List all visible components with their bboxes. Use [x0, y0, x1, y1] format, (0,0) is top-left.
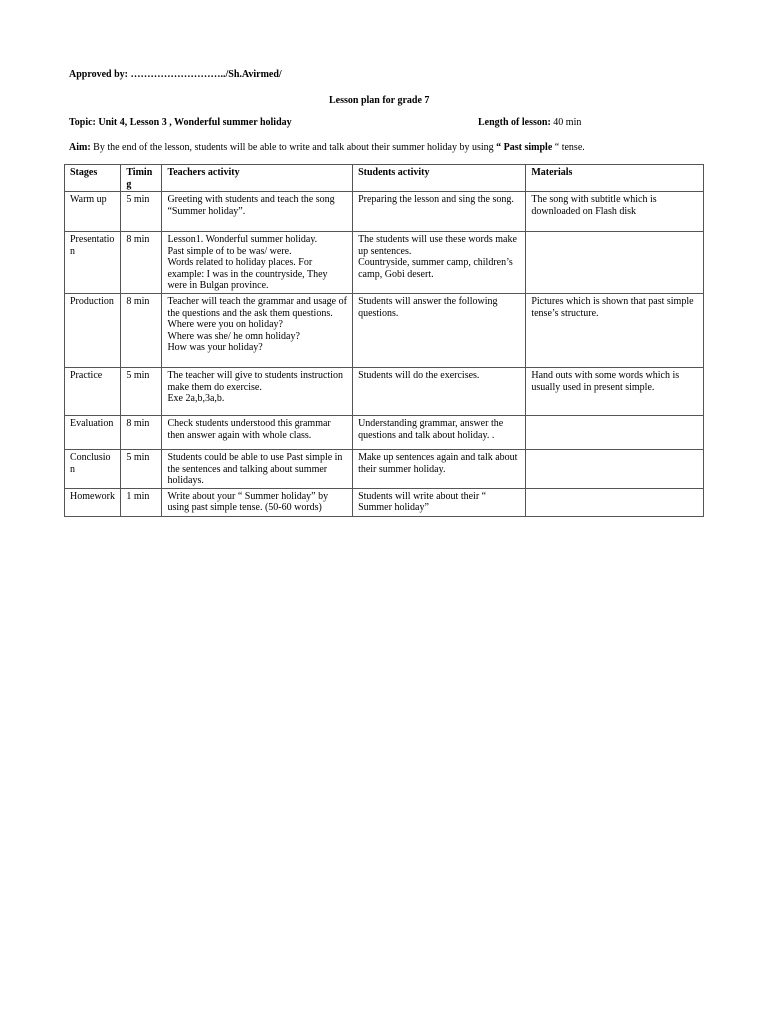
table-row: [65, 488, 704, 516]
stage-cell: Conclusion: [65, 450, 121, 489]
materials-cell: [526, 416, 704, 450]
aim-line: [69, 142, 585, 154]
teacher-activity-cell: The teacher will give to students instruction make them do exercise. Exe 2a,b,3a,b.: [162, 368, 353, 416]
student-activity-cell: Make up sentences again and talk about their summer holiday.: [353, 450, 526, 489]
lesson-plan-table: [64, 164, 704, 517]
teacher-activity-cell: Students could be able to use Past simple in the sentences and talking about summer holidays.: [162, 450, 353, 489]
timing-cell: 8 min: [121, 416, 162, 450]
stage-cell: Warm up: [65, 192, 121, 232]
table-row: [65, 450, 704, 489]
approved-by-line: [69, 69, 282, 81]
materials-cell: The song with subtitle which is downloaded on Flash disk: [526, 192, 704, 232]
page-title: Lesson plan for grade 7: [329, 95, 430, 106]
table-header-row: [65, 165, 704, 192]
student-activity-cell: Students will write about their “ Summer holiday”: [353, 488, 526, 516]
table-row: [65, 232, 704, 294]
approved-by-value: ………………………../Sh.Avirmed/: [128, 69, 282, 80]
length-label: Length of lesson:: [478, 117, 551, 128]
aim-emphasis: “ Past simple: [496, 142, 555, 153]
table-row: [65, 368, 704, 416]
topic-line: Topic: Unit 4, Lesson 3 , Wonderful summer holiday: [69, 117, 292, 128]
materials-cell: [526, 450, 704, 489]
aim-text: By the end of the lesson, students will be able to write and talk about their summer holiday by using: [90, 142, 497, 153]
teacher-activity-cell: Greeting with students and teach the song “Summer holiday”.: [162, 192, 353, 232]
materials-cell: Hand outs with some words which is usually used in present simple.: [526, 368, 704, 416]
stage-cell: Homework: [65, 488, 121, 516]
teacher-activity-cell: Check students understood this grammar then answer again with whole class.: [162, 416, 353, 450]
teacher-activity-cell: Write about your “ Summer holiday” by using past simple tense. (50-60 words): [162, 488, 353, 516]
table-row: [65, 416, 704, 450]
stage-cell: Practice: [65, 368, 121, 416]
student-activity-cell: Understanding grammar, answer the questions and talk about holiday. .: [353, 416, 526, 450]
timing-cell: 5 min: [121, 192, 162, 232]
stage-cell: Production: [65, 294, 121, 368]
teacher-activity-cell: Teacher will teach the grammar and usage of the questions and the ask them questions. Where were you on holiday? Where was she/ he omn holiday? How was your holiday?: [162, 294, 353, 368]
timing-cell: 5 min: [121, 368, 162, 416]
student-activity-cell: Preparing the lesson and sing the song.: [353, 192, 526, 232]
timing-cell: 5 min: [121, 450, 162, 489]
header-materials: Materials: [526, 165, 704, 192]
student-activity-cell: Students will do the exercises.: [353, 368, 526, 416]
timing-cell: 8 min: [121, 294, 162, 368]
header-timing: Timing: [121, 165, 162, 192]
header-stages: Stages: [65, 165, 121, 192]
aim-end: “ tense.: [554, 142, 585, 153]
teacher-activity-cell: Lesson1. Wonderful summer holiday. Past simple of to be was/ were. Words related to holiday places. For example: I was in the countryside, They were in Bulgan province.: [162, 232, 353, 294]
header-students-activity: Students activity: [353, 165, 526, 192]
aim-label: Aim:: [69, 142, 91, 153]
materials-cell: Pictures which is shown that past simple tense’s structure.: [526, 294, 704, 368]
stage-cell: Presentation: [65, 232, 121, 294]
timing-cell: 1 min: [121, 488, 162, 516]
approved-by-label: Approved by:: [69, 69, 128, 80]
header-teachers-activity: Teachers activity: [162, 165, 353, 192]
student-activity-cell: The students will use these words make up sentences. Countryside, summer camp, children’s camp, Gobi desert.: [353, 232, 526, 294]
table-row: [65, 294, 704, 368]
materials-cell: [526, 232, 704, 294]
stage-cell: Evaluation: [65, 416, 121, 450]
student-activity-cell: Students will answer the following questions.: [353, 294, 526, 368]
table-row: [65, 192, 704, 232]
length-line: [478, 117, 581, 129]
length-value: 40 min: [550, 117, 582, 128]
materials-cell: [526, 488, 704, 516]
timing-cell: 8 min: [121, 232, 162, 294]
